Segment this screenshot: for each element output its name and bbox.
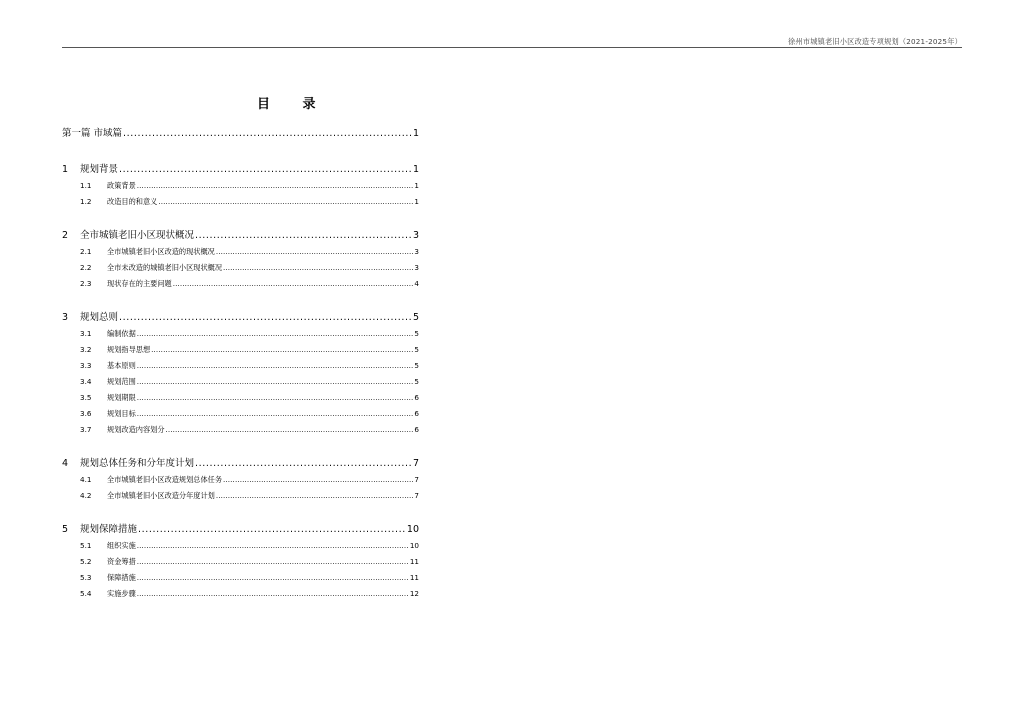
toc-section-entry[interactable] <box>62 358 419 374</box>
toc-entry-number: 4.1 <box>80 475 92 484</box>
toc-entry-label: 规划期限 <box>107 393 136 402</box>
toc-entry-number: 4.2 <box>80 491 92 500</box>
toc-section-entry[interactable] <box>62 586 419 602</box>
toc-entry-number: 3.6 <box>80 409 92 418</box>
toc-entry-number: 1.1 <box>80 181 92 190</box>
toc-dot-leader <box>119 162 412 178</box>
toc-section-entry[interactable] <box>62 374 419 390</box>
toc-part-entry[interactable] <box>62 126 419 142</box>
header-rule <box>62 47 962 48</box>
toc-section-entry[interactable] <box>62 342 419 358</box>
toc-entry-label: 现状存在的主要问题 <box>107 279 172 288</box>
toc-section-entry[interactable] <box>62 260 419 276</box>
toc-dot-leader <box>119 310 412 326</box>
toc-section-entry[interactable] <box>62 488 419 504</box>
toc-page-number: 10 <box>406 524 419 535</box>
toc-dot-leader <box>137 570 409 586</box>
toc-section-entry[interactable] <box>62 538 419 554</box>
toc-page-number: 1 <box>412 164 419 175</box>
toc-dot-leader <box>216 488 414 504</box>
toc-page-number: 7 <box>414 491 419 500</box>
toc-entry-number: 1.2 <box>80 197 92 206</box>
toc-entry-label: 全市未改造的城镇老旧小区现状概况 <box>107 263 223 272</box>
toc-page-number: 6 <box>414 393 419 402</box>
toc-section-entry[interactable] <box>62 178 419 194</box>
toc-entry-label: 第一篇 市域篇 <box>62 128 123 139</box>
toc-entry-label: 规划总体任务和分年度计划 <box>80 458 195 469</box>
toc-page-number: 3 <box>414 263 419 272</box>
toc-spacer <box>62 210 419 228</box>
toc-page-number: 7 <box>414 475 419 484</box>
toc-page-number: 11 <box>409 573 419 582</box>
toc-chapter-entry[interactable] <box>62 522 419 538</box>
toc-spacer <box>62 438 419 456</box>
toc-dot-leader <box>137 390 414 406</box>
toc-page-number: 4 <box>414 279 419 288</box>
toc-entry-label: 全市城镇老旧小区现状概况 <box>80 230 195 241</box>
toc-entry-number: 3.1 <box>80 329 92 338</box>
toc-entry-number: 3.7 <box>80 425 92 434</box>
toc-entry-label: 规划背景 <box>80 164 119 175</box>
toc-dot-leader <box>138 522 406 538</box>
toc-section-entry[interactable] <box>62 326 419 342</box>
toc-page-number: 3 <box>414 247 419 256</box>
toc-section-entry[interactable] <box>62 276 419 292</box>
toc-entry-label: 基本原则 <box>107 361 136 370</box>
toc-entry-label: 政策背景 <box>107 181 136 190</box>
toc-entry-label: 规划指导思想 <box>107 345 151 354</box>
toc-page-number: 6 <box>414 425 419 434</box>
toc-entry-label: 全市城镇老旧小区改造分年度计划 <box>107 491 215 500</box>
toc-entry-label: 全市城镇老旧小区改造规划总体任务 <box>107 475 223 484</box>
toc-entry-number: 3.3 <box>80 361 92 370</box>
toc-entry-number: 5.1 <box>80 541 92 550</box>
toc-page-number: 12 <box>409 589 419 598</box>
toc-page-number: 5 <box>414 361 419 370</box>
toc-entry-label: 实施步骤 <box>107 589 136 598</box>
toc-entry-label: 改造目的和意义 <box>107 197 158 206</box>
toc-page-number: 7 <box>412 458 419 469</box>
toc-entry-number: 5.3 <box>80 573 92 582</box>
toc-section-entry[interactable] <box>62 422 419 438</box>
toc-entry-number: 1 <box>62 164 69 175</box>
toc-entry-number: 2.1 <box>80 247 92 256</box>
toc-dot-leader <box>137 538 409 554</box>
toc-section-entry[interactable] <box>62 244 419 260</box>
toc-section-entry[interactable] <box>62 406 419 422</box>
toc-page-number: 1 <box>412 128 419 139</box>
toc-dot-leader <box>137 586 409 602</box>
toc-page-number: 11 <box>409 557 419 566</box>
toc-dot-leader <box>223 260 413 276</box>
toc-chapter-entry[interactable] <box>62 162 419 178</box>
toc-entry-number: 3.4 <box>80 377 92 386</box>
toc-chapter-entry[interactable] <box>62 310 419 326</box>
toc-dot-leader <box>223 472 413 488</box>
toc-entry-label: 组织实施 <box>107 541 136 550</box>
toc-entry-label: 资金筹措 <box>107 557 136 566</box>
toc-entry-number: 2.2 <box>80 263 92 272</box>
toc-entry-number: 4 <box>62 458 69 469</box>
toc-section-entry[interactable] <box>62 390 419 406</box>
toc-dot-leader <box>137 326 414 342</box>
toc-page-number: 6 <box>414 409 419 418</box>
toc-dot-leader <box>216 244 414 260</box>
toc-dot-leader <box>137 374 414 390</box>
toc-spacer <box>62 142 419 162</box>
toc-dot-leader <box>158 194 413 210</box>
toc-dot-leader <box>195 456 412 472</box>
running-header: 徐州市城镇老旧小区改造专项规划（2021-2025年） <box>788 37 962 46</box>
toc-entry-number: 3 <box>62 312 69 323</box>
toc-spacer <box>62 292 419 310</box>
toc-page-number: 5 <box>412 312 419 323</box>
toc-entry-label: 编制依据 <box>107 329 136 338</box>
toc-entry-label: 规划总则 <box>80 312 119 323</box>
toc-entry-number: 2 <box>62 230 69 241</box>
toc-dot-leader <box>123 126 412 142</box>
toc-dot-leader <box>137 406 414 422</box>
toc-entry-label: 规划范围 <box>107 377 136 386</box>
toc-page-number: 5 <box>414 329 419 338</box>
toc-entry-label: 规划改造内容划分 <box>107 425 165 434</box>
toc-page-number: 5 <box>414 377 419 386</box>
toc-section-entry[interactable] <box>62 472 419 488</box>
toc-entry-number: 2.3 <box>80 279 92 288</box>
toc-dot-leader <box>137 178 414 194</box>
toc-entry-label: 规划保障措施 <box>80 524 138 535</box>
toc-title: 目 录 <box>257 97 330 112</box>
toc-page-number: 10 <box>409 541 419 550</box>
toc-entry-number: 5.2 <box>80 557 92 566</box>
toc-dot-leader <box>166 422 414 438</box>
toc-chapter-entry[interactable] <box>62 228 419 244</box>
toc-entry-label: 规划目标 <box>107 409 136 418</box>
toc-page-number: 5 <box>414 345 419 354</box>
toc-dot-leader <box>137 358 414 374</box>
toc-dot-leader <box>137 554 409 570</box>
toc-section-entry[interactable] <box>62 570 419 586</box>
table-of-contents <box>62 126 419 602</box>
toc-section-entry[interactable] <box>62 194 419 210</box>
toc-dot-leader <box>151 342 413 358</box>
toc-page-number: 1 <box>414 181 419 190</box>
toc-entry-number: 3.5 <box>80 393 92 402</box>
toc-entry-number: 5 <box>62 524 69 535</box>
toc-entry-label: 全市城镇老旧小区改造的现状概况 <box>107 247 215 256</box>
toc-page-number: 3 <box>412 230 419 241</box>
toc-dot-leader <box>195 228 412 244</box>
toc-entry-number: 3.2 <box>80 345 92 354</box>
toc-spacer <box>62 504 419 522</box>
toc-section-entry[interactable] <box>62 554 419 570</box>
toc-page-number: 1 <box>414 197 419 206</box>
toc-entry-label: 保障措施 <box>107 573 136 582</box>
toc-dot-leader <box>173 276 414 292</box>
toc-entry-number: 5.4 <box>80 589 92 598</box>
toc-chapter-entry[interactable] <box>62 456 419 472</box>
